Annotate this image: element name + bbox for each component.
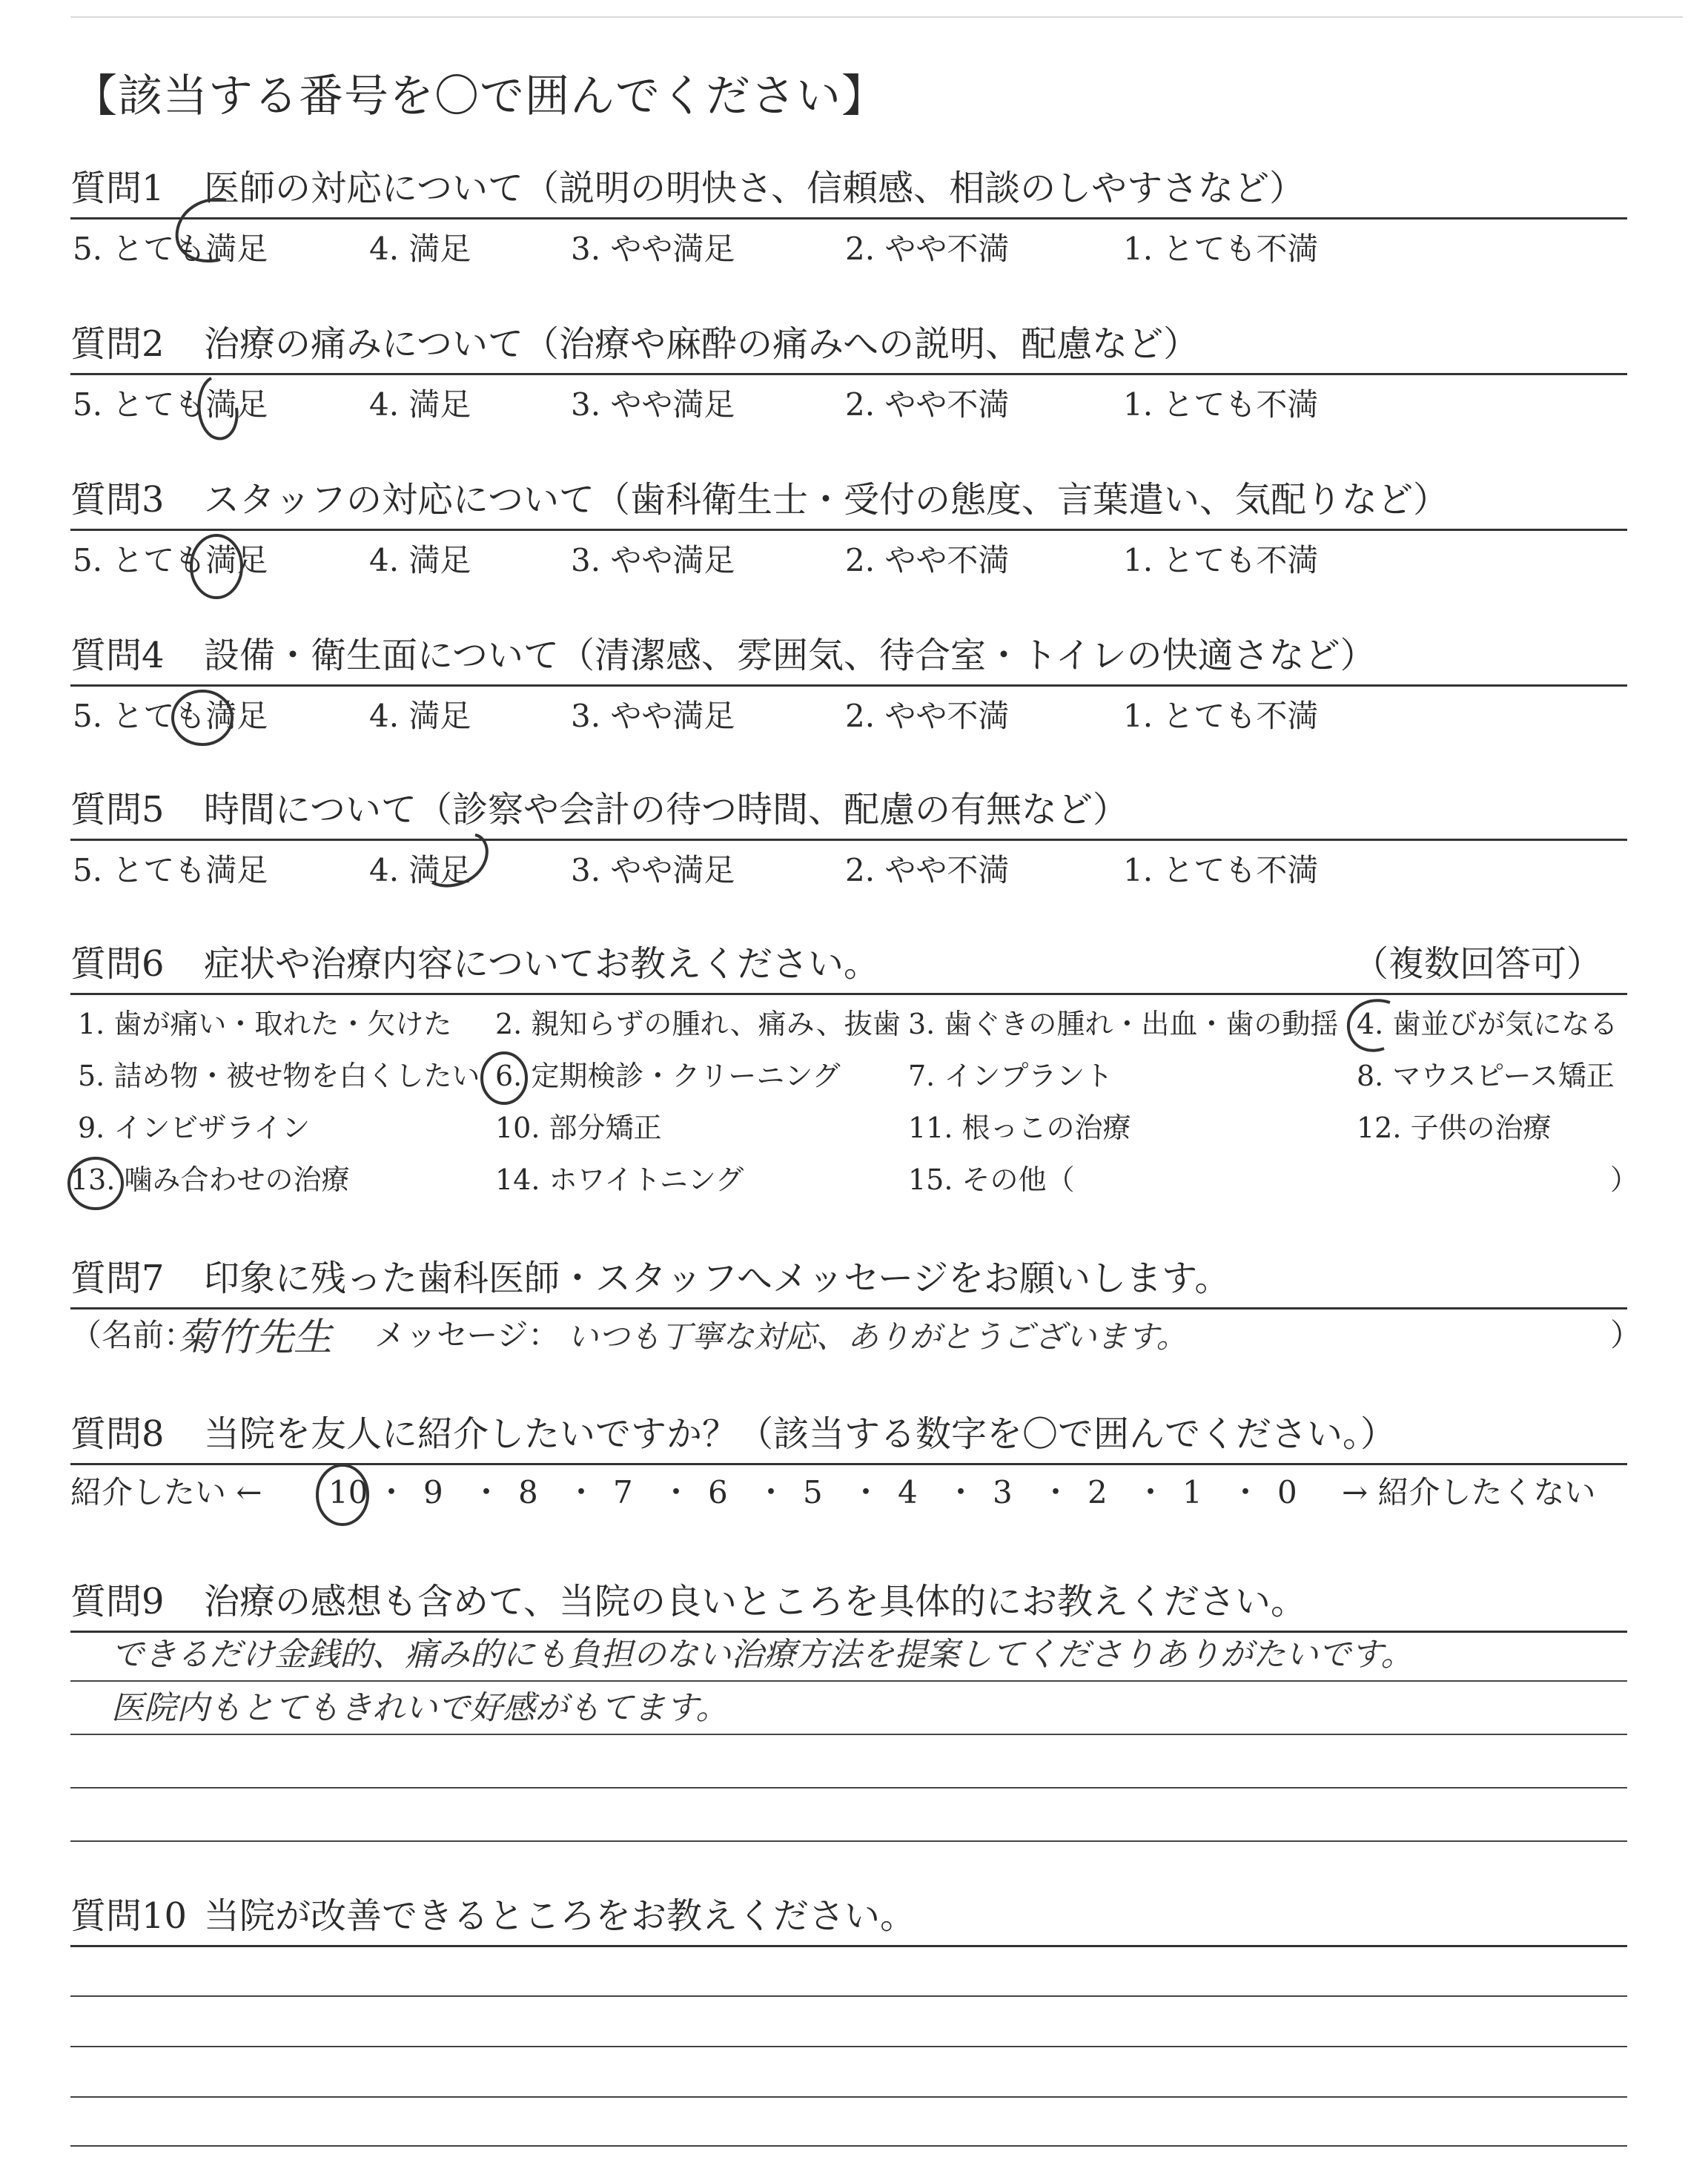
scale-value-7[interactable]: 7 — [613, 1474, 633, 1510]
answer-line — [70, 1995, 1627, 1997]
selection-circle — [167, 194, 248, 268]
question-rule — [70, 217, 1627, 219]
recommend-left-label: 紹介したい ← — [70, 1474, 262, 1510]
scale-value-1[interactable]: 1 — [1182, 1474, 1202, 1510]
question-rule — [70, 1307, 1627, 1309]
selection-circle — [310, 1462, 377, 1529]
scale-separator: ・ — [566, 1474, 598, 1510]
page-title: 【該当する番号を〇で囲んでください】 — [73, 70, 887, 122]
page-top-edge — [70, 16, 1683, 18]
rating-option-1[interactable]: 1. とても不満 — [1123, 386, 1319, 423]
treatment-option-13[interactable]: 13. 噛み合わせの治療 — [70, 1163, 350, 1196]
message-label: メッセージ： — [374, 1317, 560, 1353]
treatment-option-4[interactable]: 4. 歯並びが気になる — [1357, 1008, 1618, 1040]
question-rule — [70, 529, 1627, 531]
question-label: 質問9 — [70, 1581, 165, 1622]
scale-separator: ・ — [1230, 1474, 1262, 1510]
treatment-option-3[interactable]: 3. 歯ぐきの腫れ・出血・歯の動揺 — [908, 1008, 1339, 1040]
selection-circle — [162, 682, 243, 756]
question-label: 質問1 — [70, 168, 165, 209]
scale-value-6[interactable]: 6 — [708, 1474, 728, 1510]
treatment-option-5[interactable]: 5. 詰め物・被せ物を白くしたい — [78, 1060, 480, 1092]
scale-separator: ・ — [661, 1474, 692, 1510]
answer-line — [70, 1840, 1627, 1842]
scale-value-10[interactable]: 10 — [328, 1474, 368, 1510]
rating-option-3[interactable]: 3. やや満足 — [571, 698, 735, 734]
rating-option-4[interactable]: 4. 満足 — [369, 852, 471, 888]
answer-line — [70, 1787, 1627, 1789]
question-text: 医師の対応について（説明の明快さ、信頼感、相談のしやすさなど） — [204, 168, 1305, 209]
scale-value-5[interactable]: 5 — [803, 1474, 823, 1510]
rating-option-3[interactable]: 3. やや満足 — [571, 231, 735, 267]
name-label: （名前： — [70, 1317, 196, 1353]
question-label: 質問10 — [70, 1895, 188, 1937]
rating-option-4[interactable]: 4. 満足 — [369, 386, 471, 423]
question-note: （複数回答可） — [1353, 943, 1603, 985]
handwritten-answer-line-1: できるだけ金銭的、痛み的にも負担のない治療方法を提案してくださりありがたいです。 — [111, 1636, 1414, 1674]
scale-separator: ・ — [850, 1474, 882, 1510]
question-label: 質問3 — [70, 479, 165, 521]
scale-separator: ・ — [376, 1474, 408, 1510]
question-text: 症状や治療内容についてお教えください。 — [204, 943, 880, 985]
question-text: 当院が改善できるところをお教えください。 — [204, 1895, 916, 1937]
answer-line — [70, 2096, 1627, 2098]
rating-option-1[interactable]: 1. とても不満 — [1123, 231, 1319, 267]
question-label: 質問6 — [70, 943, 165, 985]
question-rule — [70, 1463, 1627, 1465]
question-text: スタッフの対応について（歯科衛生士・受付の態度、言葉遣い、気配りなど） — [204, 479, 1449, 521]
treatment-option-2[interactable]: 2. 親知らずの腫れ、痛み、抜歯 — [495, 1008, 901, 1040]
rating-option-2[interactable]: 2. やや不満 — [845, 231, 1010, 267]
rating-option-5[interactable]: 5. とても満足 — [73, 231, 268, 267]
treatment-option-12[interactable]: 12. 子供の治療 — [1357, 1112, 1552, 1144]
scale-value-4[interactable]: 4 — [898, 1474, 918, 1510]
treatment-option-8[interactable]: 8. マウスピース矯正 — [1357, 1060, 1615, 1092]
handwritten-name: 菊竹先生 — [178, 1315, 333, 1360]
rating-option-3[interactable]: 3. やや満足 — [571, 386, 735, 423]
question-label: 質問8 — [70, 1413, 165, 1455]
treatment-option-10[interactable]: 10. 部分矯正 — [495, 1112, 662, 1144]
scale-separator: ・ — [945, 1474, 977, 1510]
rating-option-5[interactable]: 5. とても満足 — [73, 852, 268, 888]
answer-line — [70, 2046, 1627, 2047]
rating-option-2[interactable]: 2. やや不満 — [845, 852, 1010, 888]
question-rule — [70, 684, 1627, 687]
rating-option-1[interactable]: 1. とても不満 — [1123, 542, 1319, 578]
answer-line — [70, 1680, 1627, 1682]
treatment-option-9[interactable]: 9. インビザライン — [78, 1112, 311, 1144]
question-rule — [70, 1631, 1627, 1633]
other-close-paren: ） — [1610, 1163, 1639, 1196]
question-text: 当院を友人に紹介したいですか？（該当する数字を〇で囲んでください。） — [204, 1413, 1397, 1455]
question-label: 質問2 — [70, 323, 165, 365]
scale-separator: ・ — [755, 1474, 787, 1510]
question-text: 印象に残った歯科医師・スタッフへメッセージをお願いします。 — [204, 1258, 1231, 1299]
rating-option-4[interactable]: 4. 満足 — [369, 231, 471, 267]
scale-value-3[interactable]: 3 — [993, 1474, 1013, 1510]
selection-circle — [474, 1047, 534, 1109]
handwritten-answer-line-2: 医院内もとてもきれいで好感がもてます。 — [111, 1689, 729, 1727]
treatment-option-14[interactable]: 14. ホワイトニング — [495, 1163, 744, 1196]
answer-line — [70, 2145, 1627, 2147]
rating-option-5[interactable]: 5. とても満足 — [73, 542, 268, 578]
question-label: 質問7 — [70, 1258, 165, 1299]
rating-option-5[interactable]: 5. とても満足 — [73, 386, 268, 423]
recommend-right-label: → 紹介したくない — [1342, 1474, 1596, 1510]
scale-separator: ・ — [1135, 1474, 1167, 1510]
rating-option-3[interactable]: 3. やや満足 — [571, 542, 735, 578]
question-label: 質問5 — [70, 789, 165, 830]
scale-separator: ・ — [471, 1474, 503, 1510]
answer-line — [70, 1734, 1627, 1735]
rating-option-4[interactable]: 4. 満足 — [369, 542, 471, 578]
rating-option-1[interactable]: 1. とても不満 — [1123, 852, 1319, 888]
rating-option-4[interactable]: 4. 満足 — [369, 698, 471, 734]
treatment-option-7[interactable]: 7. インプラント — [908, 1060, 1113, 1092]
rating-option-3[interactable]: 3. やや満足 — [571, 852, 735, 888]
rating-option-5[interactable]: 5. とても満足 — [73, 698, 268, 734]
scale-value-8[interactable]: 8 — [518, 1474, 538, 1510]
selection-circle — [182, 371, 256, 460]
scale-value-2[interactable]: 2 — [1088, 1474, 1108, 1510]
message-close-paren: ） — [1610, 1317, 1642, 1353]
selection-circle — [178, 528, 259, 610]
scale-value-9[interactable]: 9 — [423, 1474, 443, 1510]
question-text: 治療の感想も含めて、当院の良いところを具体的にお教えください。 — [204, 1581, 1307, 1622]
treatment-option-1[interactable]: 1. 歯が痛い・取れた・欠けた — [78, 1008, 452, 1040]
question-rule — [70, 839, 1627, 841]
treatment-option-6[interactable]: 6. 定期検診・クリーニング — [495, 1060, 841, 1092]
question-rule — [70, 1945, 1627, 1947]
question-text: 治療の痛みについて（治療や麻酔の痛みへの説明、配慮など） — [204, 323, 1199, 365]
selection-circle — [1338, 995, 1405, 1062]
scale-value-0[interactable]: 0 — [1277, 1474, 1297, 1510]
question-label: 質問4 — [70, 635, 165, 676]
handwritten-message: いつも丁寧な対応、ありがとうございます。 — [567, 1318, 1188, 1355]
treatment-option-15[interactable]: 15. その他（ — [908, 1163, 1075, 1196]
scale-separator: ・ — [1040, 1474, 1072, 1510]
rating-option-2[interactable]: 2. やや不満 — [845, 386, 1010, 423]
selection-circle — [426, 830, 500, 897]
rating-option-2[interactable]: 2. やや不満 — [845, 698, 1010, 734]
question-text: 時間について（診察や会計の待つ時間、配慮の有無など） — [204, 789, 1129, 830]
question-text: 設備・衛生面について（清潔感、雰囲気、待合室・トイレの快適さなど） — [204, 635, 1376, 676]
selection-circle — [63, 1152, 130, 1215]
rating-option-2[interactable]: 2. やや不満 — [845, 542, 1010, 578]
rating-option-1[interactable]: 1. とても不満 — [1123, 698, 1319, 734]
treatment-option-11[interactable]: 11. 根っこの治療 — [908, 1112, 1131, 1144]
question-rule — [70, 373, 1627, 375]
